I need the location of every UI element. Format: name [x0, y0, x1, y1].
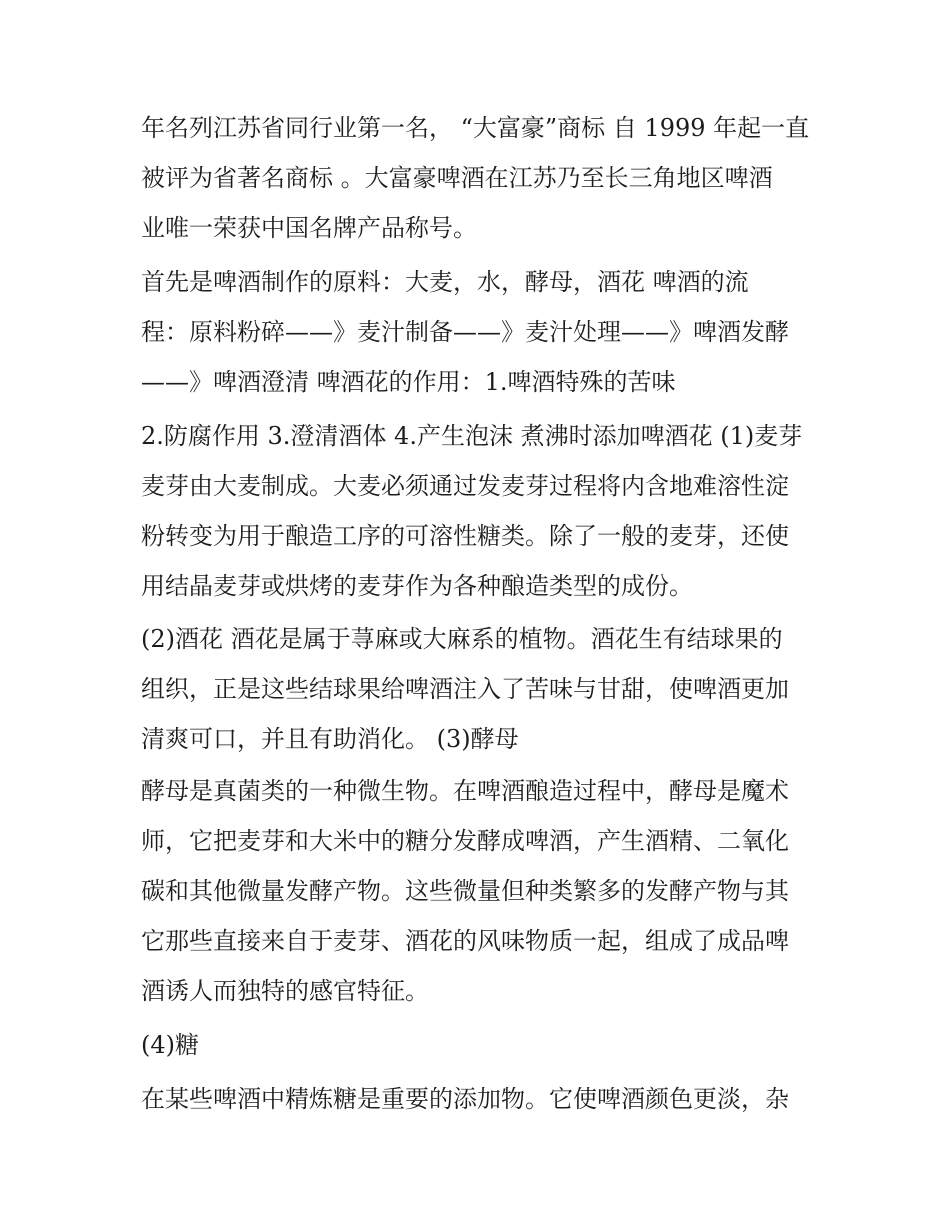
text-line: 酵母是真菌类的一种微生物。在啤酒酿造过程中，酵母是魔术 [141, 777, 789, 805]
text-line: ——》啤酒澄清 啤酒花的作用：1.啤酒特殊的苦味 [141, 368, 676, 396]
text-line: (2)酒花 酒花是属于荨麻或大麻系的植物。酒花生有结球果的 [141, 625, 783, 653]
text-line: 2.防腐作用 3.澄清酒体 4.产生泡沫 煮沸时添加啤酒花 (1)麦芽 [141, 422, 803, 450]
text-line: 麦芽由大麦制成。大麦必须通过发麦芽过程将内含地难溶性淀 [141, 472, 789, 500]
text-line: 它那些直接来自于麦芽、酒花的风味物质一起，组成了成品啤 [141, 927, 789, 955]
text-line: 清爽可口，并且有助消化。 (3)酵母 [141, 725, 519, 753]
text-line: 师，它把麦芽和大米中的糖分发酵成啤酒，产生酒精、二氧化 [141, 827, 789, 855]
text-line: 在某些啤酒中精炼糖是重要的添加物。它使啤酒颜色更淡，杂 [141, 1085, 789, 1113]
text-line: 首先是啤酒制作的原料：大麦，水，酵母，酒花 啤酒的流 [141, 268, 749, 296]
text-line: 业唯一荣获中国名牌产品称号。 [141, 214, 477, 242]
text-line: 用结晶麦芽或烘烤的麦芽作为各种酿造类型的成份。 [141, 572, 693, 600]
text-line: 酒诱人而独特的感官特征。 [141, 977, 429, 1005]
text-line: 粉转变为用于酿造工序的可溶性糖类。除了一般的麦芽，还使 [141, 522, 789, 550]
text-line: 程：原料粉碎——》麦汁制备——》麦汁处理——》啤酒发酵 [141, 318, 789, 346]
text-line: 组织，正是这些结球果给啤酒注入了苦味与甘甜，使啤酒更加 [141, 675, 789, 703]
text-line: 年名列江苏省同行业第一名， “大富豪”商标 自 1999 年起一直 [141, 114, 810, 142]
text-line: (4)糖 [141, 1031, 199, 1059]
text-line: 碳和其他微量发酵产物。这些微量但种类繁多的发酵产物与其 [141, 877, 789, 905]
text-line: 被评为省著名商标 。大富豪啤酒在江苏乃至长三角地区啤酒 [141, 164, 773, 192]
